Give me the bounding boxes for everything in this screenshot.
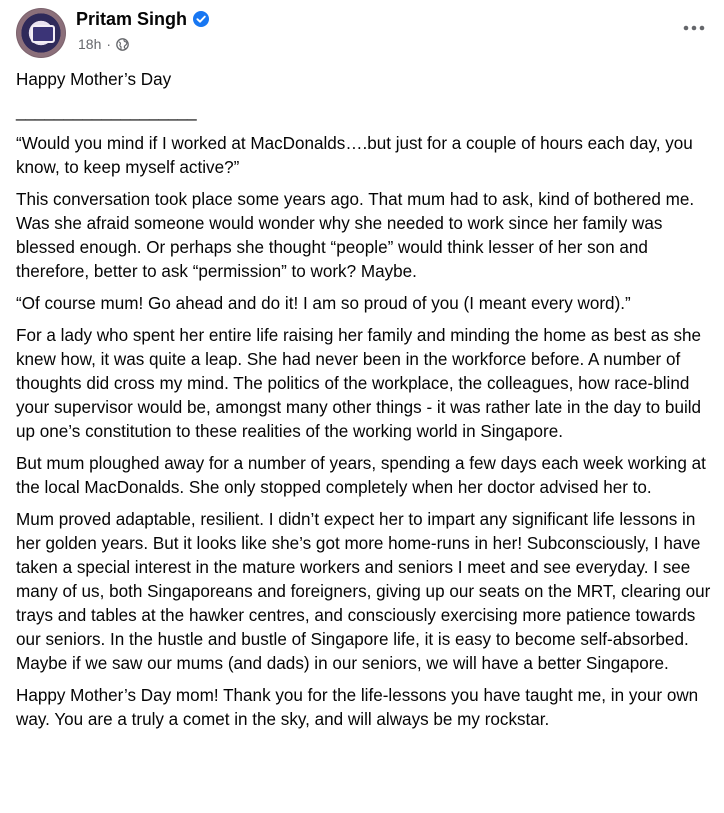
post-timestamp[interactable]: 18h <box>78 36 102 52</box>
quote-request: “Would you mind if I worked at MacDonalds….but just for a couple of hours each day, you know, to keep myself active?” <box>16 134 693 177</box>
meta-separator: · <box>106 36 112 52</box>
paragraph-lessons: Mum proved adaptable, resilient. I didn’t expect her to impart any significant life lessons in her golden years. But it looks like she’s got more home-runs in her! Subconsciously, I have taken a special interest in the mature workers and seniors I meet and see everyday. I see many of us, both Singaporeans and foreigners, giving up our seats on the MRT, clearing our trays and tables at the hawker centres, and consciously exercising more patience towards our seniors. In the hustle and bustle of Singapore life, it is easy to become self-absorbed. Maybe if we saw our mums (and dads) in our seniors, we will have a better Singapore. <box>16 510 711 673</box>
globe-icon[interactable] <box>116 38 129 51</box>
paragraph-leap: For a lady who spent her entire life raising her family and minding the home as best as she knew how, it was quite a leap. She had never been in the workforce before. A number of thoughts did cross my mind. The politics of the workplace, the colleagues, how race-blind your supervisor would be, amongst many other things - it was rather late in the day to build up one’s constitution to these realities of the working world in Singapore. <box>16 326 702 441</box>
paragraph-conversation: This conversation took place some years ago. That mum had to ask, kind of bothered me. Was she afraid someone would wonder why she needed to work since her family was blessed enough. Or perhaps she thought “people” would think lesser of her son and therefore, better to ask “permission” to work? Maybe. <box>16 190 695 281</box>
author-name[interactable]: Pritam Singh <box>76 9 188 29</box>
more-options-button[interactable] <box>680 18 708 38</box>
paragraph-closing: Happy Mother’s Day mom! Thank you for the life-lessons you have taught me, in your own way. You are a truly a comet in the sky, and will always be my rockstar. <box>16 686 699 729</box>
greeting-heading: Happy Mother’s Day <box>16 70 172 89</box>
avatar[interactable] <box>16 8 66 58</box>
avatar-image <box>31 25 55 43</box>
author-row <box>76 8 209 30</box>
more-horizontal-icon <box>683 25 705 31</box>
text-divider: ___________________ <box>16 102 197 121</box>
post-meta <box>78 35 129 53</box>
quote-response: “Of course mum! Go ahead and do it! I am so proud of you (I meant every word).” <box>16 294 631 313</box>
paragraph-work-years: But mum ploughed away for a number of years, spending a few days each week working at the local MacDonalds. She only stopped completely when her doctor advised her to. <box>16 454 706 497</box>
post-header <box>16 8 708 60</box>
verified-badge-icon <box>193 11 209 27</box>
post-body <box>16 68 712 740</box>
